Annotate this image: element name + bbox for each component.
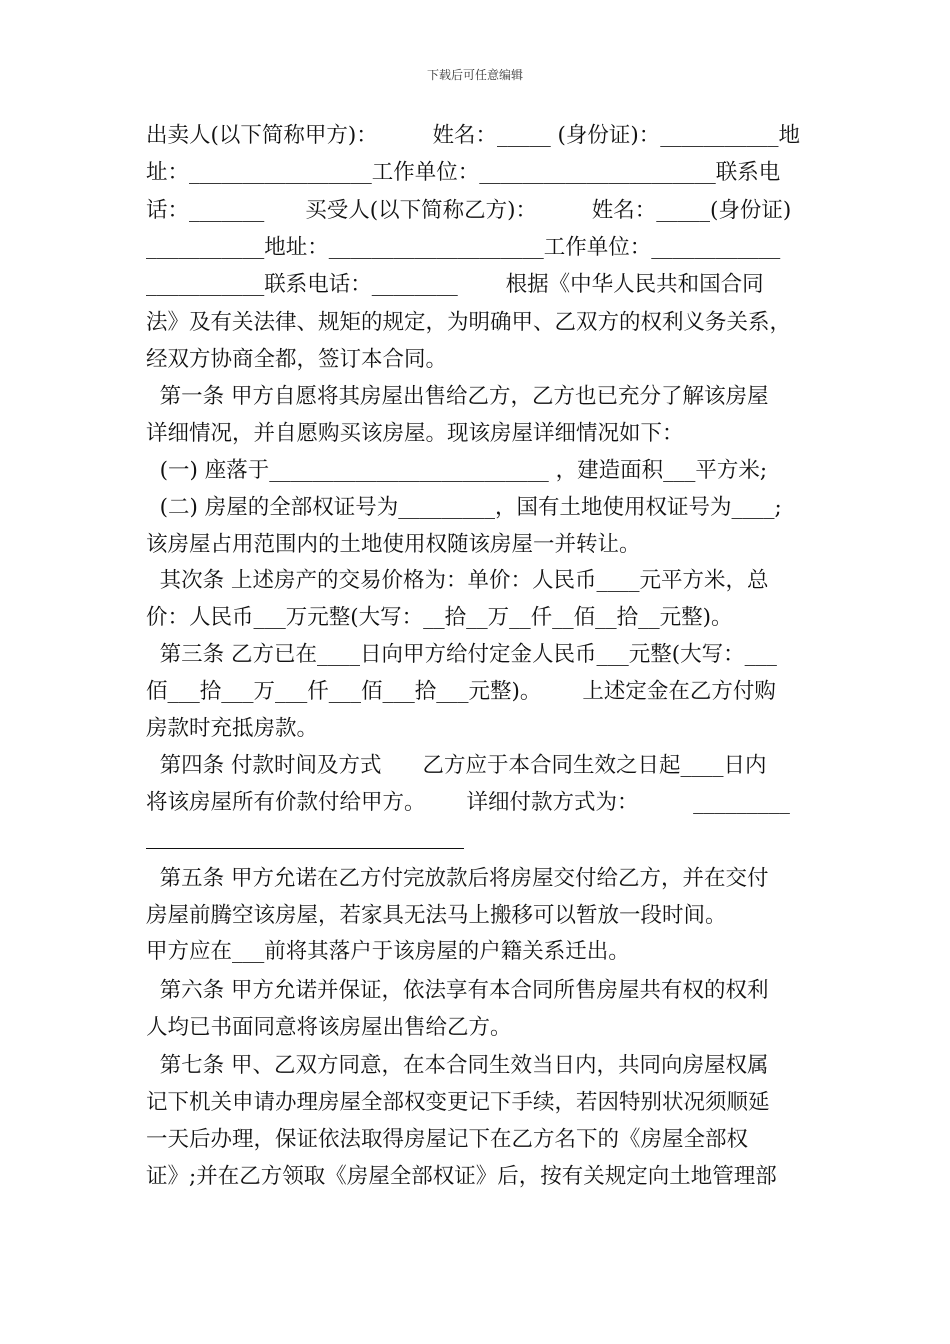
body-line: 话：_______ 买受人(以下简称乙方)： 姓名：_____(身份证) bbox=[146, 198, 792, 223]
header-note: 下载后可任意编辑 bbox=[426, 68, 523, 82]
body-line: 法》及有关法律、规矩的规定，为明确甲、乙双方的权利义务关系， bbox=[146, 310, 792, 335]
body-line: 甲方应在___前将其落户于该房屋的户籍关系迁出。 bbox=[146, 939, 630, 964]
body-line: 其次条 上述房产的交易价格为：单价：人民币____元平方米，总 bbox=[146, 568, 769, 593]
body-line: 第七条 甲、乙双方同意，在本合同生效当日内，共同向房屋权属 bbox=[146, 1053, 769, 1078]
body-line: 详细情况，并自愿购买该房屋。现该房屋详细情况如下： bbox=[146, 421, 684, 446]
body-line: 该房屋占用范围内的土地使用权随该房屋一并转让。 bbox=[146, 532, 641, 557]
body-line: 第一条 甲方自愿将其房屋出售给乙方，乙方也已充分了解该房屋 bbox=[146, 384, 769, 409]
body-line: 房屋前腾空该房屋，若家具无法马上搬移可以暂放一段时间。 bbox=[146, 903, 727, 928]
body-line: ___________联系电话：________ 根据《中华人民共和国合同 bbox=[146, 272, 764, 297]
body-line: 第四条 付款时间及方式 乙方应于本合同生效之日起____日内 bbox=[146, 753, 767, 778]
blank-underline bbox=[146, 848, 464, 849]
body-line: 第六条 甲方允诺并保证，依法享有本合同所售房屋共有权的权利 bbox=[146, 978, 769, 1003]
body-line: 将该房屋所有价款付给甲方。 详细付款方式为： _________ bbox=[146, 790, 790, 815]
body-line: (二) 房屋的全部权证号为_________，国有土地使用权证号为____; bbox=[146, 495, 782, 520]
body-line: 佰___拾___万___仟___佰___拾___元整)。 上述定金在乙方付购 bbox=[146, 679, 776, 704]
body-line: 房款时充抵房款。 bbox=[146, 716, 319, 741]
body-line: 人均已书面同意将该房屋出售给乙方。 bbox=[146, 1015, 512, 1040]
body-line: 第五条 甲方允诺在乙方付完放款后将房屋交付给乙方，并在交付 bbox=[146, 866, 769, 891]
body-line: 经双方协商全都，签订本合同。 bbox=[146, 347, 448, 372]
body-line: 址：_________________工作单位：______________________联系电 bbox=[146, 160, 781, 185]
body-line: 一天后办理，保证依法取得房屋记下在乙方名下的《房屋全部权 bbox=[146, 1127, 749, 1152]
body-line: (一) 座落于__________________________ ，建造面积___平方米; bbox=[146, 458, 768, 483]
body-line: 证》;并在乙方领取《房屋全部权证》后，按有关规定向土地管理部 bbox=[146, 1164, 777, 1189]
body-line: ___________地址：____________________工作单位：____________ bbox=[146, 235, 781, 260]
body-line: 价：人民币___万元整(大写：__拾__万__仟__佰__拾__元整)。 bbox=[146, 605, 733, 630]
body-line: 记下机关申请办理房屋全部权变更记下手续，若因特别状况须顺延 bbox=[146, 1090, 770, 1115]
body-line: 出卖人(以下简称甲方)： 姓名：_____ (身份证)：___________地 bbox=[146, 123, 801, 148]
body-line: 第三条 乙方已在____日向甲方给付定金人民币___元整(大写：___ bbox=[146, 642, 777, 667]
